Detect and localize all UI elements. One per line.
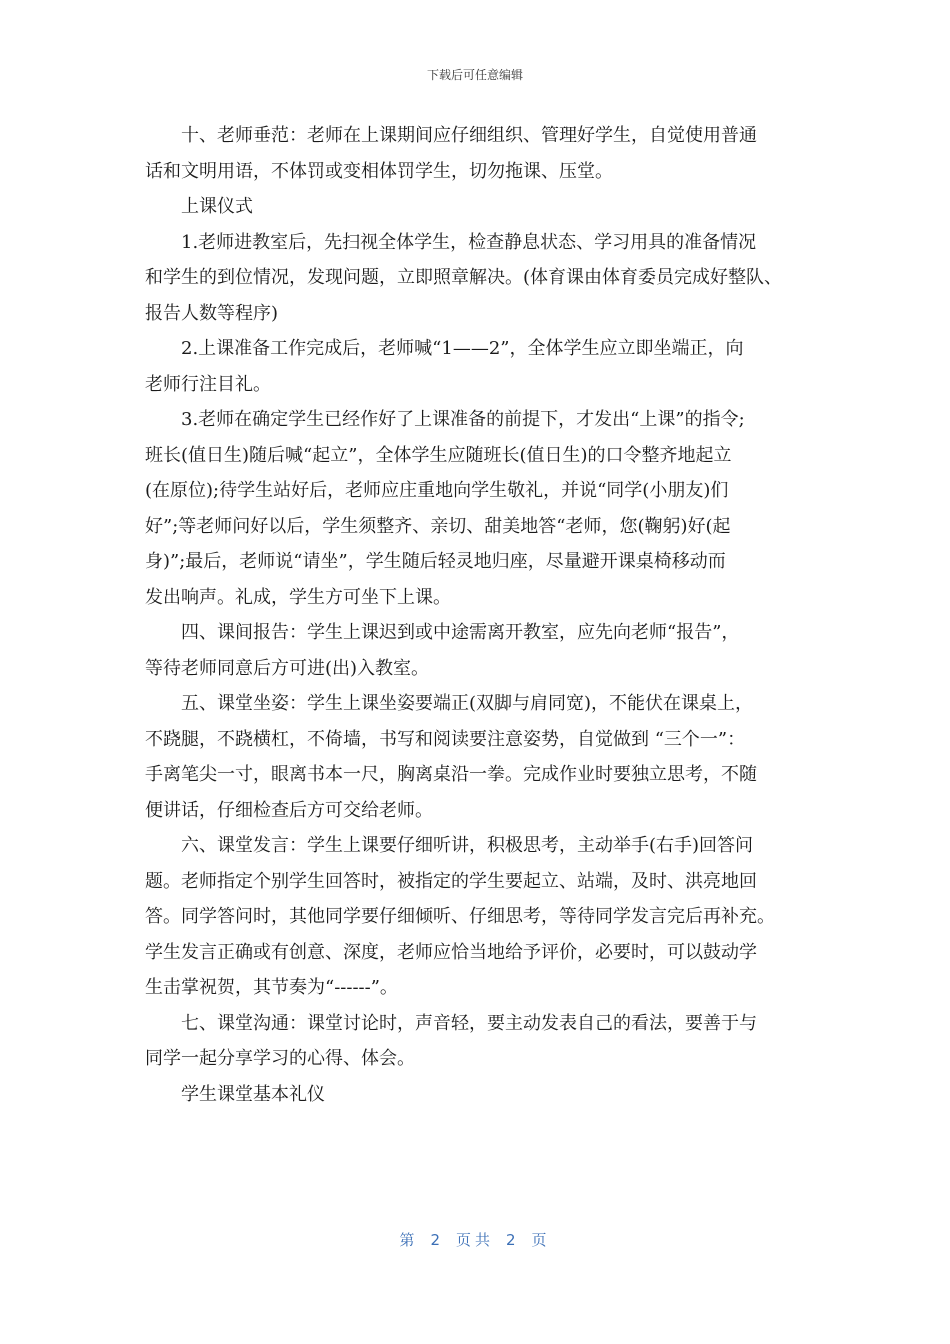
paragraph bbox=[145, 331, 815, 402]
text-line: 学生发言正确或有创意、深度，老师应恰当地给予评价，必要时，可以鼓动学 bbox=[145, 941, 757, 963]
text-line: 1.老师进教室后，先扫视全体学生，检查静息状态、学习用具的准备情况 bbox=[181, 231, 757, 253]
text-line: 好”;等老师问好以后，学生须整齐、亲切、甜美地答“老师，您(鞠躬)好(起 bbox=[145, 515, 731, 537]
text-line: 十、老师垂范：老师在上课期间应仔细组织、管理好学生，自觉使用普通 bbox=[181, 125, 757, 146]
text-line: 班长(值日生)随后喊“起立”，全体学生应随班长(值日生)的口令整齐地起立 bbox=[145, 444, 732, 466]
text-line: 上课仪式 bbox=[181, 196, 253, 217]
text-line: 话和文明用语，不体罚或变相体罚学生，切勿拖课、压堂。 bbox=[145, 160, 613, 182]
total-page-count: 2 bbox=[506, 1231, 520, 1249]
text-line: 答。同学答问时，其他同学要仔细倾听、仔细思考，等待同学发言完后再补充。 bbox=[145, 906, 775, 927]
footer-prefix: 第 bbox=[399, 1231, 419, 1249]
text-line: 和学生的到位情况，发现问题，立即照章解决。(体育课由体育委员完成好整队、 bbox=[145, 267, 783, 288]
paragraph bbox=[145, 686, 815, 828]
text-line: 2.上课准备工作完成后，老师喊“1——2”，全体学生应立即坐端正，向 bbox=[181, 338, 744, 359]
text-line: 学生课堂基本礼仪 bbox=[181, 1083, 325, 1105]
text-line: 手离笔尖一寸，眼离书本一尺，胸离桌沿一拳。完成作业时要独立思考，不随 bbox=[145, 764, 757, 785]
paragraph bbox=[145, 828, 815, 1006]
footer-suffix: 页 bbox=[531, 1231, 551, 1249]
text-line: 发出响声。礼成，学生方可坐下上课。 bbox=[145, 586, 451, 608]
text-line: 六、课堂发言：学生上课要仔细听讲，积极思考，主动举手(右手)回答问 bbox=[181, 835, 754, 856]
text-line: 老师行注目礼。 bbox=[145, 373, 271, 395]
text-line: 五、课堂坐姿：学生上课坐姿要端正(双脚与肩同宽)，不能伏在课桌上， bbox=[181, 693, 754, 714]
text-line: 题。老师指定个别学生回答时，被指定的学生要起立、站端，及时、洪亮地回 bbox=[145, 870, 757, 892]
text-line: 便讲话，仔细检查后方可交给老师。 bbox=[145, 799, 433, 821]
text-line: 生击掌祝贺，其节奏为“------”。 bbox=[145, 977, 398, 998]
paragraph bbox=[145, 402, 815, 615]
paragraph bbox=[145, 615, 815, 686]
page-header: 下载后可任意编辑 bbox=[426, 68, 523, 82]
text-line: 不跷腿，不跷横杠，不倚墙，书写和阅读要注意姿势，自觉做到 “三个一”： bbox=[145, 728, 746, 750]
text-line: 等待老师同意后方可进(出)入教室。 bbox=[145, 657, 430, 679]
text-line: 七、课堂沟通：课堂讨论时，声音轻，要主动发表自己的看法，要善于与 bbox=[181, 1012, 757, 1034]
text-line: 同学一起分享学习的心得、体会。 bbox=[145, 1048, 415, 1069]
text-line: 报告人数等程序) bbox=[145, 302, 279, 324]
footer-middle: 页共 bbox=[455, 1231, 494, 1249]
text-line: 四、课间报告：学生上课迟到或中途需离开教室，应先向老师“报告”， bbox=[181, 622, 740, 643]
text-line: 身)”;最后，老师说“请坐”，学生随后轻灵地归座，尽量避开课桌椅移动而 bbox=[145, 551, 726, 572]
paragraph bbox=[145, 1006, 815, 1077]
document-body bbox=[145, 118, 815, 1112]
paragraph bbox=[145, 1077, 815, 1113]
paragraph bbox=[145, 189, 815, 225]
paragraph bbox=[145, 118, 815, 189]
paragraph bbox=[145, 225, 815, 332]
current-page-number: 2 bbox=[430, 1231, 444, 1249]
page-footer bbox=[0, 1229, 950, 1250]
text-line: (在原位);待学生站好后，老师应庄重地向学生敬礼，并说“同学(小朋友)们 bbox=[145, 480, 729, 501]
text-line: 3.老师在确定学生已经作好了上课准备的前提下，才发出“上课”的指令; bbox=[181, 409, 745, 430]
